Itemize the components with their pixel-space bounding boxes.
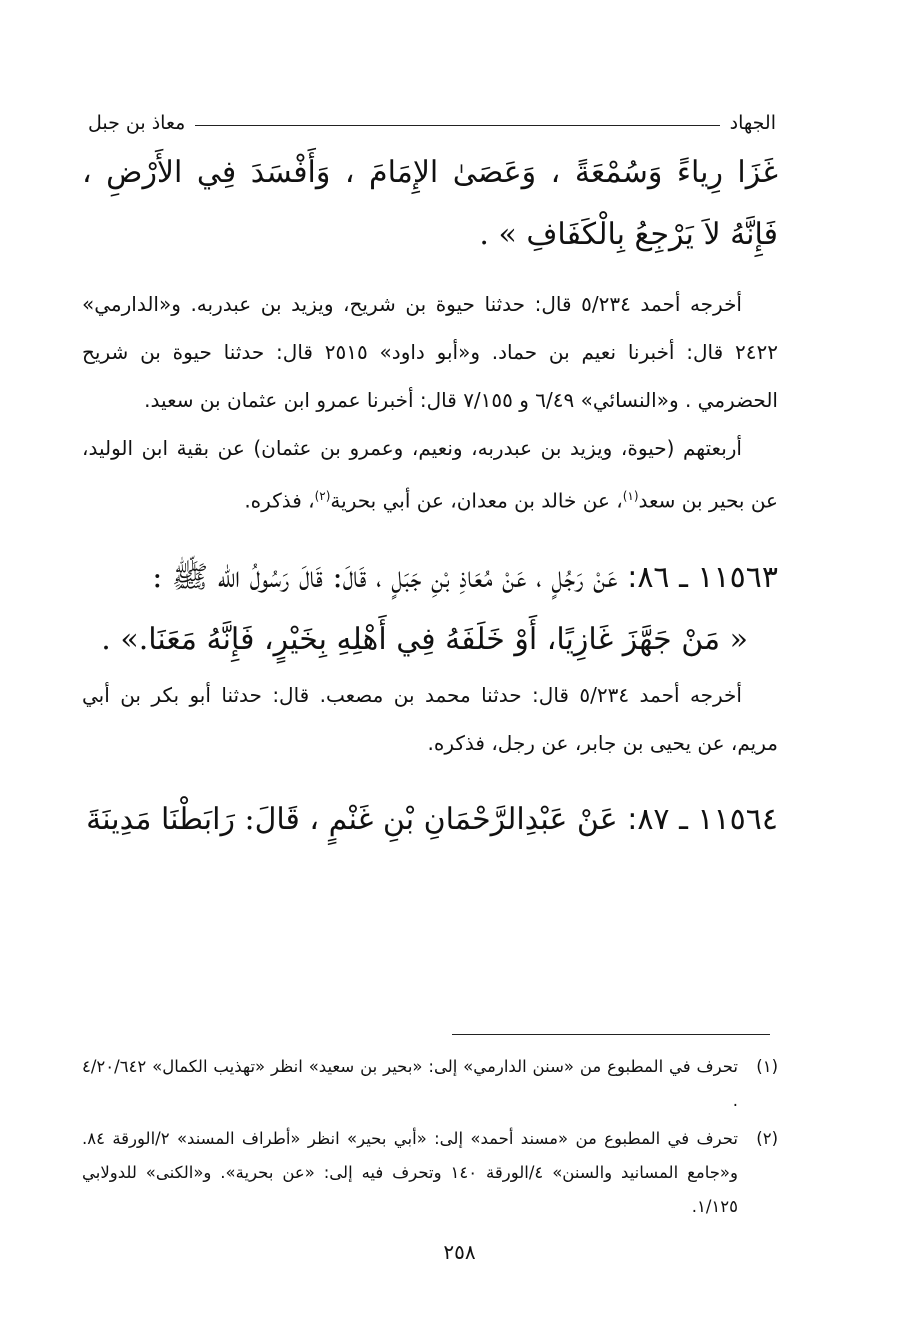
footnotes [82,1050,778,1228]
takhrij-paragraph-2 [82,424,778,525]
takhrij-paragraph-1: أخرجه أحمد ٥/٢٣٤ قال: حدثنا حيوة بن شريح، ويزيد بن عبدربه. و«الدارمي» ٢٤٢٢ قال: أخبرنا نعيم بن حماد. و«أبو داود» ٢٥١٥ قال: حدثنا حيوة بن شريح الحضرمي . و«النسائي» ٦/٤٩ و ٧/١٥٥ قال: أخبرنا عمرو ابن عثمان بن سعيد. [82,292,778,412]
footnote-1 [82,1050,778,1118]
hadith-87 [82,789,778,851]
hadith-86-number: ١١٥٦٣ ـ ٨٦: [627,559,778,595]
footnote-ref-1[interactable]: (١) [622,489,639,503]
footnote-ref-2[interactable]: (٢) [314,489,331,503]
header-chapter: الجهاد [729,112,776,134]
footnote-2-number: (٢) [756,1129,778,1148]
takhrij-2-part-c: ، فذكره. [244,488,315,513]
footnote-1-text: تحرف في المطبوع من «سنن الدارمي» إلى: «بحير بن سعيد» انظر «تهذيب الكمال» ٤/٢٠/٦٤٢ . [82,1057,738,1110]
main-text [82,142,778,851]
takhrij-2-part-a: أربعتهم (حيوة، ويزيد بن عبدربه، ونعيم، وعمرو بن عثمان) عن بقية ابن الوليد، عن بحير بن سعد [82,436,778,513]
takhrij-2-part-b: ، عن خالد بن معدان، عن أبي بحرية [330,488,623,513]
spacer [82,525,778,547]
takhrij-paragraph-3: أخرجه أحمد ٥/٢٣٤ قال: حدثنا محمد بن مصعب. قال: حدثنا أبو بكر بن أبي مريم، عن يحيى بن جابر، عن رجل، فذكره. [82,682,778,755]
footnote-separator [452,1034,770,1035]
hadith-87-number: ١١٥٦٤ ـ ٨٧: [627,801,778,837]
spacer [82,266,778,280]
hadith-87-text: عَنْ عَبْدِالرَّحْمَانِ بْنِ غَنْمٍ ، قَالَ: رَابَطْنَا مَدِينَةَ [86,801,618,837]
spacer [82,767,778,789]
footnote-2-text: تحرف في المطبوع من «مسند أحمد» إلى: «أبي بحير» انظر «أطراف المسند» ٢/الورقة ٨٤. و«جامع المسانيد والسنن» ٤/الورقة ١٤٠ وتحرف فيه إلى: «عن بحرية». و«الكنى» للدولابي ١/١٢٥. [82,1129,738,1216]
hadith-86-text: عَنْ رَجُلٍ ، عَنْ مُعَاذِ بْنِ جَبَلٍ ، قَالَ: قَالَ رَسُولُ الله ﷺ : [152,559,618,595]
footnote-2 [82,1122,778,1224]
running-header [88,100,776,134]
footnote-1-number: (١) [756,1057,778,1076]
hadith-continuation: غَزَا رِياءً وَسُمْعَةً ، وَعَصَىٰ الإِمَامَ ، وَأَفْسَدَ فِي الأَرْضِ ، فَإِنَّهُ لاَ يَرْجِعُ بِالْكَفَافِ » . [82,155,778,252]
hadith-86 [82,547,778,609]
header-rule [195,125,719,126]
header-section: معاذ بن جبل [88,112,186,134]
hadith-86-quote: « مَنْ جَهَّزَ غَازِيًا، أَوْ خَلَفَهُ فِي أَهْلِهِ بِخَيْرٍ، فَإِنَّهُ مَعَنَا.» . [101,621,748,657]
page-number: ٢٥٨ [443,1240,476,1264]
